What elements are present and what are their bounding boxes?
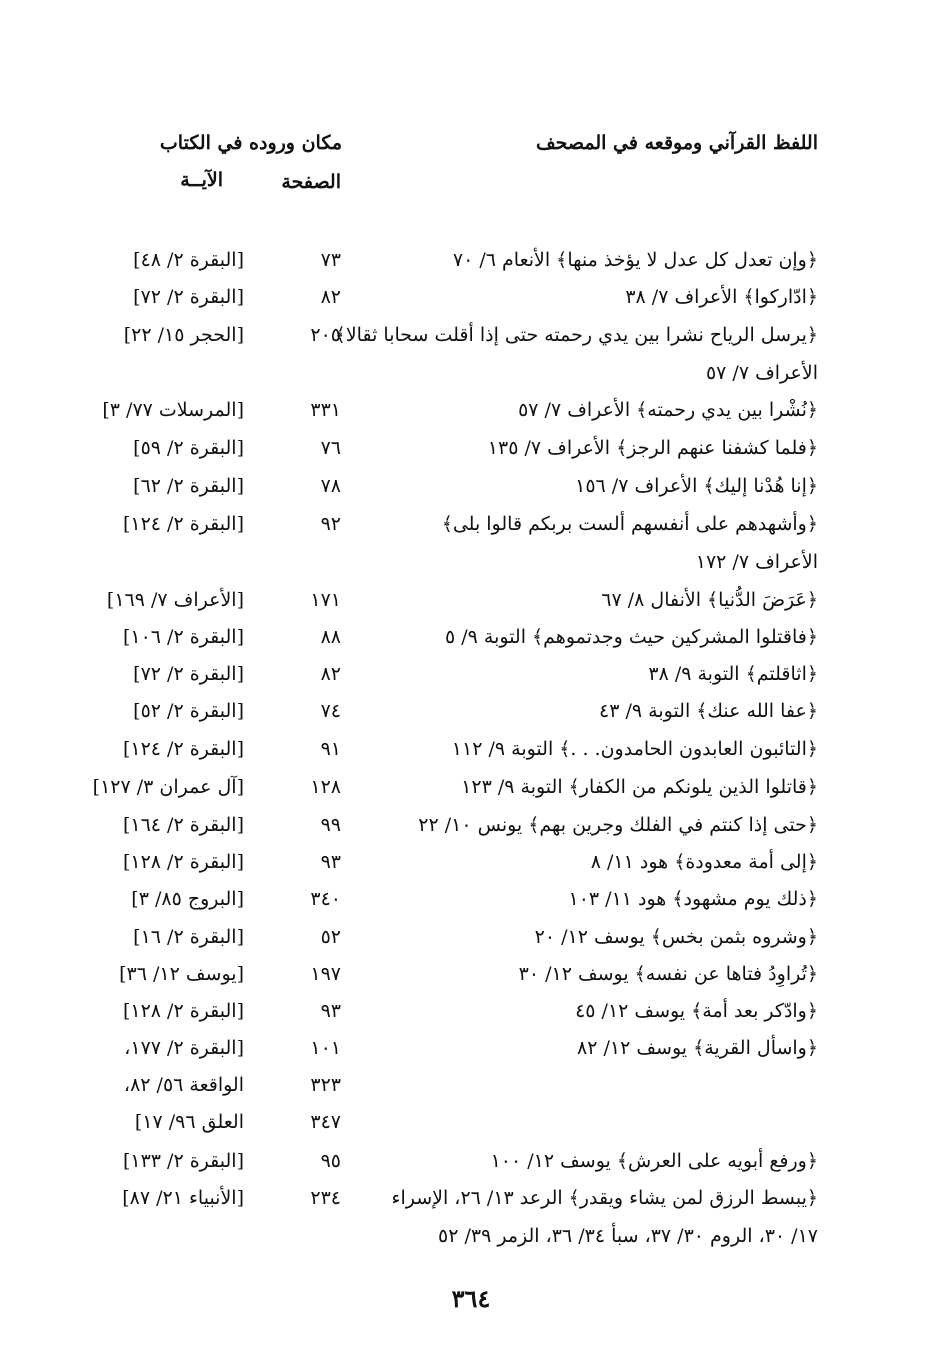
verse-cell: ﴿إلى أمة معدودة﴾ هود ١١/ ٨ — [590, 851, 818, 873]
page-cell: ٨٢ — [320, 663, 341, 685]
verse-cell: ﴿نُشْرا بين يدي رحمته﴾ الأعراف ٧/ ٥٧ — [518, 399, 818, 421]
page-cell: ١٢٨ — [310, 776, 341, 798]
verse-cell: ﴿وشروه بثمن بخس﴾ يوسف ١٢/ ٢٠ — [534, 926, 818, 948]
reference-cell: [البقرة ٢/ ١٢٤] — [122, 513, 244, 535]
page-cell: ٧٤ — [320, 700, 341, 722]
verse-cell: ﴿ادّاركوا﴾ الأعراف ٧/ ٣٨ — [625, 286, 818, 308]
reference-cell: [البقرة ٢/ ١٢٨] — [122, 1000, 244, 1022]
verse-cell: ﴿واسأل القرية﴾ يوسف ١٢/ ٨٢ — [577, 1037, 818, 1059]
reference-cell: [الحجر ١٥/ ٢٢] — [123, 324, 244, 346]
page-number: ٣٦٤ — [451, 1284, 491, 1313]
verse-cell: الأعراف ٧/ ٥٧ — [705, 362, 818, 384]
page-cell: ٣٤٠ — [310, 888, 341, 910]
page-cell: ٩٣ — [320, 851, 341, 873]
verse-cell: ﴿عفا الله عنك﴾ التوبة ٩/ ٤٣ — [599, 700, 818, 722]
reference-cell: [البقرة ٢/ ١٧٧، — [124, 1037, 244, 1059]
page-cell: ٨٢ — [320, 286, 341, 308]
verse-cell: ﴿يرسل الرياح نشرا بين يدي رحمته حتى إذا أقلت سحابا ثقالا﴾ — [334, 324, 818, 346]
reference-cell: [البقرة ٢/ ١٣٣] — [122, 1150, 244, 1172]
verse-cell: ﴿حتى إذا كنتم في الفلك وجرين بهم﴾ يونس ١٠/ ٢٢ — [418, 814, 818, 836]
verse-cell: ﴿وادّكر بعد أمة﴾ يوسف ١٢/ ٤٥ — [575, 1000, 818, 1022]
reference-cell: [البقرة ٢/ ١٢٤] — [122, 738, 244, 760]
reference-cell: [الأنبياء ٢١/ ٨٧] — [122, 1187, 244, 1209]
reference-cell: [الأعراف ٧/ ١٦٩] — [106, 589, 244, 611]
verse-cell: ﴿فاقتلوا المشركين حيث وجدتموهم﴾ التوبة ٩/ ٥ — [444, 626, 818, 648]
subheader-page: الصفحة — [281, 171, 341, 193]
page-cell: ٧٦ — [320, 437, 341, 459]
reference-cell: [البقرة ٢/ ٦٢] — [133, 475, 244, 497]
page-cell: ١٧١ — [310, 589, 341, 611]
page-cell: ١٠١ — [310, 1037, 341, 1059]
verse-cell: ﴿وأشهدهم على أنفسهم ألست بربكم قالوا بلى﴾ — [441, 513, 818, 535]
verse-cell: ﴿اثاقلتم﴾ التوبة ٩/ ٣٨ — [648, 663, 818, 685]
reference-cell: [البقرة ٢/ ١٦] — [133, 926, 244, 948]
page-cell: ٩٢ — [320, 513, 341, 535]
verse-cell: ﴿وإن تعدل كل عدل لا يؤخذ منها﴾ الأنعام ٦/ ٧٠ — [452, 249, 818, 271]
page-cell: ٣٢٣ — [310, 1074, 341, 1096]
verse-cell: ﴿تُراوِدُ فتاها عن نفسه﴾ يوسف ١٢/ ٣٠ — [518, 963, 818, 985]
page-cell: ٨٨ — [320, 626, 341, 648]
reference-cell: الواقعة ٥٦/ ٨٢، — [123, 1074, 244, 1096]
verse-cell: ﴿قاتلوا الذين يلونكم من الكفار﴾ التوبة ٩/ ١٢٣ — [461, 776, 818, 798]
reference-cell: [البقرة ٢/ ٥٢] — [133, 700, 244, 722]
page-cell: ١٩٧ — [310, 963, 341, 985]
verse-cell: الأعراف ٧/ ١٧٢ — [695, 551, 818, 573]
reference-cell: [البقرة ٢/ ١٠٦] — [122, 626, 244, 648]
reference-cell: [البقرة ٢/ ٧٢] — [133, 286, 244, 308]
page-cell: ٢٠٥ — [310, 324, 341, 346]
reference-cell: [البقرة ٢/ ٤٨] — [133, 249, 244, 271]
reference-cell: [يوسف ١٢/ ٣٦] — [119, 963, 244, 985]
reference-cell: [البقرة ٢/ ٥٩] — [133, 437, 244, 459]
reference-cell: العلق ٩٦/ ١٧] — [134, 1111, 244, 1133]
page-cell: ٢٣٤ — [310, 1187, 341, 1209]
verse-cell: ﴿إنا هُدْنا إليك﴾ الأعراف ٧/ ١٥٦ — [575, 475, 818, 497]
page-cell: ٧٣ — [320, 249, 341, 271]
page-cell: ٩٩ — [320, 814, 341, 836]
column-header-quranic-word: اللفظ القرآني وموقعه في المصحف — [535, 132, 818, 154]
page-cell: ٣٣١ — [310, 399, 341, 421]
verse-cell: ﴿ذلك يوم مشهود﴾ هود ١١/ ١٠٣ — [568, 888, 818, 910]
reference-cell: [البقرة ٢/ ٧٢] — [133, 663, 244, 685]
verse-cell: ﴿التائبون العابدون الحامدون. . .﴾ التوبة ٩/ ١١٢ — [451, 738, 818, 760]
verse-cell: ﴿فلما كشفنا عنهم الرجز﴾ الأعراف ٧/ ١٣٥ — [487, 437, 818, 459]
page-cell: ٩٥ — [320, 1150, 341, 1172]
page-cell: ٩١ — [320, 738, 341, 760]
verse-cell: ﴿ورفع أبويه على العرش﴾ يوسف ١٢/ ١٠٠ — [490, 1150, 818, 1172]
reference-cell: [آل عمران ٣/ ١٢٧] — [92, 776, 244, 798]
page-cell: ٩٣ — [320, 1000, 341, 1022]
page-cell: ٥٢ — [320, 926, 341, 948]
reference-cell: [البقرة ٢/ ١٢٨] — [122, 851, 244, 873]
page-cell: ٧٨ — [320, 475, 341, 497]
subheader-verse: الآيــة — [180, 169, 223, 191]
page-cell: ٣٤٧ — [310, 1111, 341, 1133]
verse-cell: ١٧/ ٣٠، الروم ٣٠/ ٣٧، سبأ ٣٤/ ٣٦، الزمر ٣٩/ ٥٢ — [438, 1225, 818, 1247]
verse-cell: ﴿عَرَضَ الدُّنيا﴾ الأنفال ٨/ ٦٧ — [601, 589, 818, 611]
reference-cell: [المرسلات ٧٧/ ٣] — [102, 399, 244, 421]
reference-cell: [البقرة ٢/ ١٦٤] — [122, 814, 244, 836]
verse-cell: ﴿يبسط الرزق لمن يشاء ويقدر﴾ الرعد ١٣/ ٢٦، الإسراء — [391, 1187, 818, 1209]
reference-cell: [البروج ٨٥/ ٣] — [131, 888, 244, 910]
column-header-book-location: مكان وروده في الكتاب — [159, 132, 342, 154]
